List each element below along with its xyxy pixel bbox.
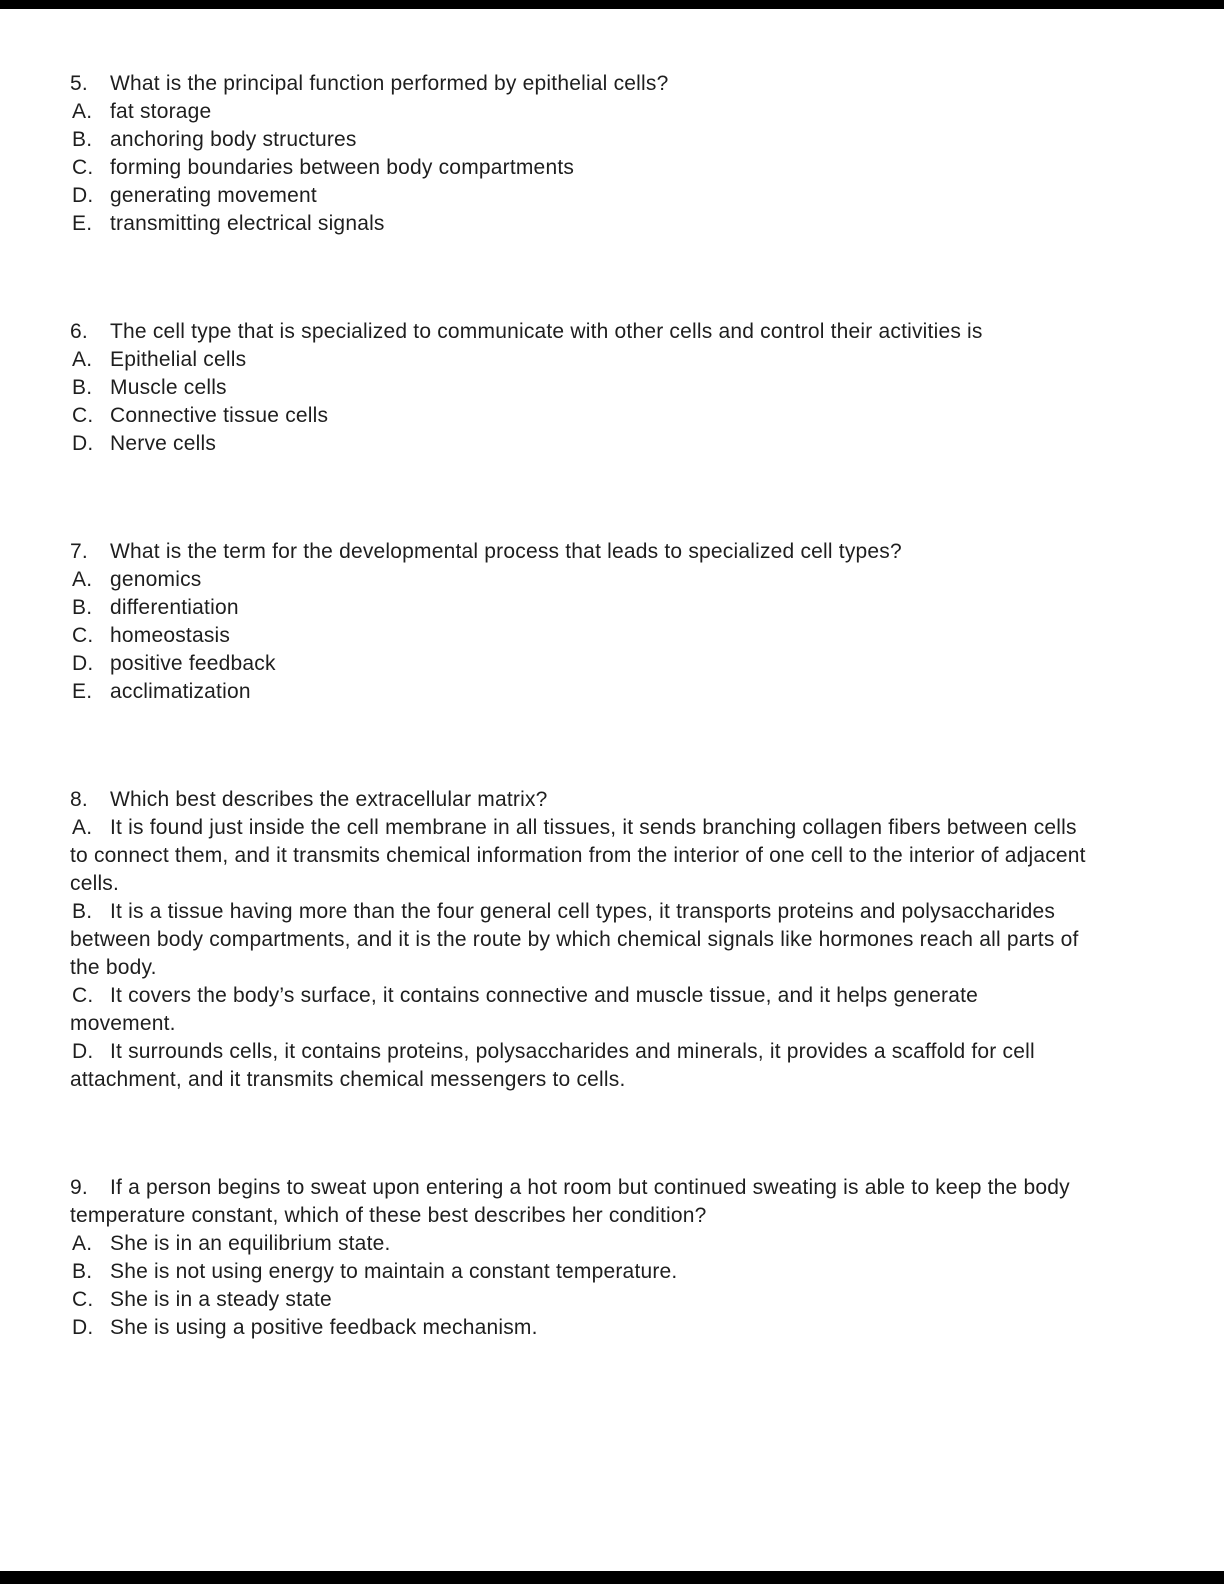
option-letter: B.	[72, 900, 93, 923]
answer-option	[70, 346, 1088, 374]
option-text: differentiation	[110, 596, 239, 619]
option-text: Nerve cells	[110, 432, 217, 455]
option-text: It covers the body’s surface, it contains connective and muscle tissue, and it helps generate movement.	[70, 984, 979, 1035]
question-title-text: If a person begins to sweat upon entering a hot room but continued sweating is able to keep the body temperature constant, which of these best describes her condition?	[70, 1176, 1070, 1227]
question-text	[70, 538, 1088, 566]
option-letter: A.	[72, 1232, 93, 1255]
question-block	[70, 1174, 1088, 1342]
option-text: Connective tissue cells	[110, 404, 329, 427]
answer-option	[70, 126, 1088, 154]
question-block	[70, 318, 1088, 458]
scan-edge-top	[0, 0, 1224, 9]
question-text	[70, 1174, 1088, 1230]
option-text: She is not using energy to maintain a constant temperature.	[110, 1260, 678, 1283]
answer-option	[70, 430, 1088, 458]
question-text	[70, 318, 1088, 346]
answer-option	[70, 1258, 1088, 1286]
question-number: 6.	[70, 320, 88, 343]
answer-option	[70, 374, 1088, 402]
option-text: generating movement	[110, 184, 317, 207]
question-text	[70, 70, 1088, 98]
option-text: It is found just inside the cell membrane in all tissues, it sends branching collagen fibers between cells to connect them, and it transmits chemical information from the interior of one cell to the interior of adjacent cells.	[70, 816, 1086, 895]
option-letter: E.	[72, 212, 93, 235]
option-letter: C.	[72, 404, 94, 427]
answer-option	[70, 982, 1088, 1038]
answer-option	[70, 210, 1088, 238]
option-letter: A.	[72, 348, 93, 371]
option-letter: B.	[72, 1260, 93, 1283]
option-text: anchoring body structures	[110, 128, 357, 151]
option-text: It is a tissue having more than the four general cell types, it transports proteins and polysaccharides between body compartments, and it is the route by which chemical signals like hormones reach all parts of the body.	[70, 900, 1079, 979]
option-text: positive feedback	[110, 652, 276, 675]
option-text: She is in a steady state	[110, 1288, 332, 1311]
option-letter: B.	[72, 596, 93, 619]
option-text: genomics	[110, 568, 202, 591]
question-number: 7.	[70, 540, 88, 563]
option-letter: C.	[72, 1288, 94, 1311]
option-text: transmitting electrical signals	[110, 212, 385, 235]
answer-option	[70, 98, 1088, 126]
option-letter: D.	[72, 1040, 94, 1063]
option-letter: D.	[72, 652, 94, 675]
answer-option	[70, 1230, 1088, 1258]
question-block	[70, 786, 1088, 1094]
option-text: fat storage	[110, 100, 212, 123]
question-title-text: Which best describes the extracellular matrix?	[110, 788, 548, 811]
answer-option	[70, 678, 1088, 706]
option-letter: D.	[72, 184, 94, 207]
question-block	[70, 538, 1088, 706]
option-text: Muscle cells	[110, 376, 227, 399]
option-text: It surrounds cells, it contains proteins, polysaccharides and minerals, it provides a scaffold for cell attachment, and it transmits chemical messengers to cells.	[70, 1040, 1035, 1091]
option-text: She is using a positive feedback mechanism.	[110, 1316, 538, 1339]
question-title-text: The cell type that is specialized to communicate with other cells and control their activities is	[110, 320, 983, 343]
question-number: 8.	[70, 788, 88, 811]
answer-option	[70, 594, 1088, 622]
answer-option	[70, 1038, 1088, 1094]
answer-option	[70, 182, 1088, 210]
question-title-text: What is the principal function performed by epithelial cells?	[110, 72, 669, 95]
option-text: Epithelial cells	[110, 348, 247, 371]
answer-option	[70, 402, 1088, 430]
answer-option	[70, 814, 1088, 898]
option-letter: D.	[72, 1316, 94, 1339]
answer-option	[70, 1314, 1088, 1342]
option-letter: E.	[72, 680, 93, 703]
option-text: homeostasis	[110, 624, 231, 647]
question-text	[70, 786, 1088, 814]
answer-option	[70, 622, 1088, 650]
answer-option	[70, 898, 1088, 982]
option-letter: C.	[72, 624, 94, 647]
option-text: acclimatization	[110, 680, 251, 703]
scan-edge-bottom	[0, 1571, 1224, 1584]
answer-option	[70, 650, 1088, 678]
question-number: 9.	[70, 1176, 88, 1199]
option-text: She is in an equilibrium state.	[110, 1232, 391, 1255]
option-letter: A.	[72, 816, 93, 839]
option-letter: D.	[72, 432, 94, 455]
answer-option	[70, 1286, 1088, 1314]
option-letter: B.	[72, 128, 93, 151]
answer-option	[70, 566, 1088, 594]
option-text: forming boundaries between body compartments	[110, 156, 575, 179]
option-letter: A.	[72, 568, 93, 591]
question-title-text: What is the term for the developmental process that leads to specialized cell types?	[110, 540, 902, 563]
option-letter: A.	[72, 100, 93, 123]
question-block	[70, 70, 1088, 238]
question-number: 5.	[70, 72, 88, 95]
quiz-content	[70, 70, 1088, 1422]
option-letter: C.	[72, 156, 94, 179]
option-letter: C.	[72, 984, 94, 1007]
answer-option	[70, 154, 1088, 182]
option-letter: B.	[72, 376, 93, 399]
